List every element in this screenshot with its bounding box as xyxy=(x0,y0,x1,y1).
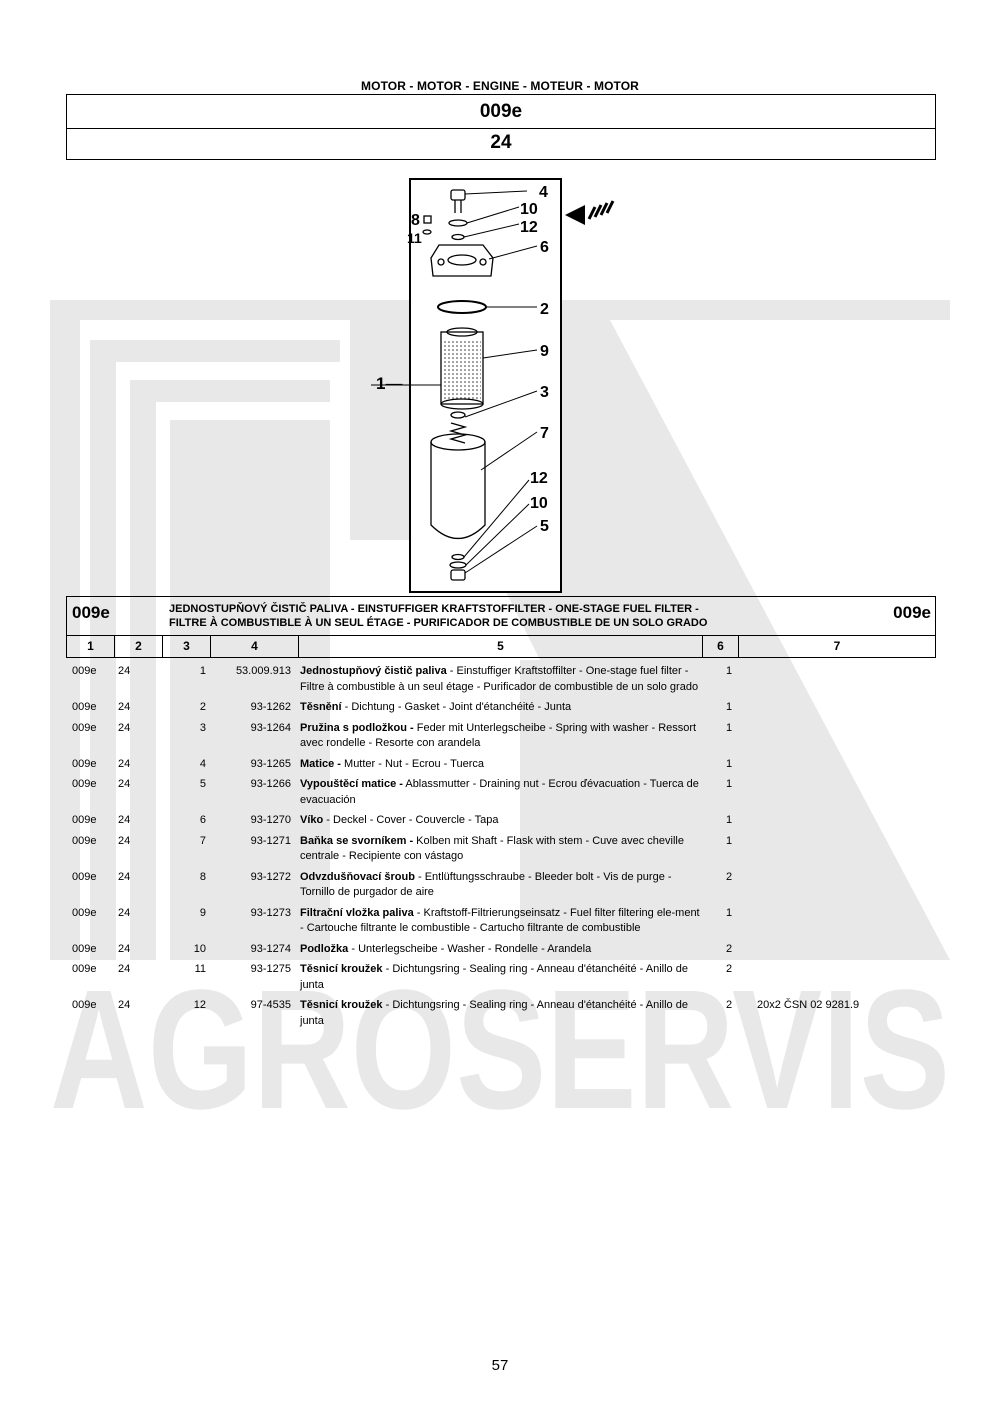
cell-quantity: 2 xyxy=(726,963,733,975)
cell-figure: 24 xyxy=(118,906,131,919)
cell-part-number: 93-1262 xyxy=(250,701,291,713)
part-name: Odvzdušňovací šroub xyxy=(300,870,415,883)
part-name: Těsnicí kroužek xyxy=(300,999,383,1011)
cell-quantity: 1 xyxy=(726,814,733,826)
callout-12: 12 xyxy=(520,219,538,236)
figure-number: 24 xyxy=(66,127,936,160)
part-translations: - Unterlegscheibe - Washer - Rondelle - Arandela xyxy=(348,942,592,955)
callout-8: 8 xyxy=(411,212,420,229)
cell-quantity: 1 xyxy=(726,701,733,713)
cell-figure: 24 xyxy=(118,814,131,826)
nut-part-4 xyxy=(451,190,465,200)
cell-figure: 24 xyxy=(118,942,131,955)
cell-part-number: 93-1270 xyxy=(250,814,291,826)
callout-10: 10 xyxy=(520,201,538,218)
cell-part-number: 97-4535 xyxy=(250,999,291,1011)
part-translations: Kolben mit Shaft - Flask with stem - Cuve avec cheville centrale - Recipiente con vástago xyxy=(300,834,684,862)
cell-description xyxy=(300,962,700,993)
cell-group: 009e xyxy=(72,942,97,955)
col-header-3: 3 xyxy=(163,636,211,658)
col-header-1: 1 xyxy=(67,636,115,658)
table-row xyxy=(66,906,934,937)
callout-5: 5 xyxy=(540,518,549,535)
cell-group: 009e xyxy=(72,906,97,919)
part-translations: - Entlüftungsschraube - Bleeder bolt - Vis de purge - Tornillo de purgador de aire xyxy=(300,870,672,898)
page-number: 57 xyxy=(491,1357,509,1374)
bowl-part-7 xyxy=(431,442,485,539)
part-name: Jednostupňový čistič paliva xyxy=(300,665,447,677)
cell-part-number: 93-1265 xyxy=(250,757,291,770)
table-code-left: 009e xyxy=(72,603,110,622)
cell-part-number: 93-1271 xyxy=(250,834,291,847)
cell-group: 009e xyxy=(72,814,97,826)
col-header-5: 5 xyxy=(299,636,703,658)
table-code-right: 009e xyxy=(893,603,931,622)
cell-quantity: 1 xyxy=(726,778,733,790)
ring-part-12 xyxy=(452,235,464,240)
cell-description xyxy=(300,906,700,937)
cell-quantity: 2 xyxy=(726,999,733,1011)
part-translations: - Dichtungsring - Sealing ring - Anneau d'étanchéité - Anillo de junta xyxy=(300,963,688,991)
cell-description xyxy=(300,700,700,716)
fuel-filter-drawing xyxy=(407,180,560,591)
col-header-7: 7 xyxy=(833,639,841,653)
part-name: Podložka xyxy=(300,942,349,955)
cell-group: 009e xyxy=(72,778,97,790)
table-row xyxy=(66,700,934,716)
parts-table-body xyxy=(66,664,934,1034)
parts-table-header xyxy=(66,596,936,658)
callout-10-bottom: 10 xyxy=(530,495,548,512)
cell-position: 3 xyxy=(199,721,206,734)
cell-note: 20x2 ČSN 02 9281.9 xyxy=(757,999,860,1011)
cell-figure: 24 xyxy=(118,721,131,734)
cell-quantity: 2 xyxy=(726,942,733,955)
cell-quantity: 2 xyxy=(726,870,733,883)
callout-3: 3 xyxy=(540,384,549,401)
cell-figure: 24 xyxy=(118,778,131,790)
cell-group: 009e xyxy=(72,870,97,883)
cell-figure: 24 xyxy=(118,999,131,1011)
callout-1: 1— xyxy=(376,374,403,393)
callout-11: 11 xyxy=(407,230,422,246)
callout-1-label: 1 xyxy=(376,374,386,393)
group-code: 009e xyxy=(66,94,936,129)
gasket-part-2 xyxy=(438,301,486,313)
callout-4: 4 xyxy=(539,184,548,201)
ring-part-11 xyxy=(423,230,431,234)
callout-9: 9 xyxy=(540,343,549,360)
part-translations: Feder mit Unterlegscheibe - Spring with washer - Ressort avec rondelle - Resorte con arandela xyxy=(300,721,697,749)
part-translations: Ablassmutter - Draining nut - Ecrou ďévacuation - Tuerca de evacuación xyxy=(300,778,699,806)
cell-part-number: 93-1264 xyxy=(250,721,291,734)
washer-part-10 xyxy=(449,220,467,226)
cell-part-number: 93-1272 xyxy=(250,870,291,883)
part-translations: Mutter - Nut - Ecrou - Tuerca xyxy=(340,757,485,770)
cell-figure: 24 xyxy=(118,701,131,713)
table-title xyxy=(169,602,707,630)
cell-figure: 24 xyxy=(118,963,131,975)
col-header-2: 2 xyxy=(115,636,163,658)
part-name: Těsnicí kroužek xyxy=(300,963,383,975)
part-translations: - Kraftstoff-Filtrierungseinsatz - Fuel filter filtering ele-ment - Cartouche filtrante le combustible - Cartucho filtrante de combustible xyxy=(300,906,700,934)
cell-position: 12 xyxy=(193,999,206,1011)
cell-group: 009e xyxy=(72,999,97,1011)
table-title-line-2: FILTRE À COMBUSTIBLE À UN SEUL ÉTAGE - PURIFICADOR DE COMBUSTIBLE DE UN SOLO GRADO xyxy=(169,617,708,629)
cell-position: 7 xyxy=(199,834,206,847)
cell-description xyxy=(300,870,700,901)
table-row xyxy=(66,870,934,901)
cell-figure: 24 xyxy=(118,834,131,847)
exploded-diagram xyxy=(409,178,562,593)
cell-position: 5 xyxy=(199,778,206,790)
part-name: Víko xyxy=(300,814,324,826)
direction-arrow-icon xyxy=(565,197,615,225)
part-translations: - Dichtungsring - Sealing ring - Anneau d'étanchéité - Anillo de junta xyxy=(300,999,688,1027)
cell-part-number: 93-1273 xyxy=(250,906,291,919)
part-name: Matice - xyxy=(300,757,341,770)
cell-figure: 24 xyxy=(118,757,131,770)
cell-position: 2 xyxy=(199,701,206,713)
cell-description xyxy=(300,757,700,773)
cell-figure: 24 xyxy=(118,665,131,677)
cell-group: 009e xyxy=(72,757,97,770)
cell-description xyxy=(300,834,700,865)
part-name: Těsnění xyxy=(300,701,342,713)
cell-position: 9 xyxy=(199,906,206,919)
table-title-line-1: JEDNOSTUPŇOVÝ ČISTIČ PALIVA - EINSTUFFIGER KRAFTSTOFFILTER - ONE-STAGE FUEL FILTER - xyxy=(169,603,699,615)
part-translations: - Einstuffiger Kraftstoffilter - One-stage fuel filter - Filtre à combustible à un seul étage - Purificador de combustible de un solo grado xyxy=(300,665,699,693)
cell-position: 1 xyxy=(199,665,206,677)
cell-description xyxy=(300,721,700,752)
table-row xyxy=(66,813,934,829)
cell-part-number: 93-1274 xyxy=(250,942,291,955)
callout-12-bottom: 12 xyxy=(530,470,548,487)
cell-description xyxy=(300,813,700,829)
col-header-4: 4 xyxy=(211,636,299,658)
cell-description xyxy=(300,998,700,1029)
table-row xyxy=(66,834,934,865)
cover-part-6 xyxy=(431,245,493,276)
part-name: Baňka se svorníkem - xyxy=(300,834,414,847)
part-translations: - Dichtung - Gasket - Joint d'étanchéité - Junta xyxy=(341,701,572,713)
part-name: Vypouštěcí matice - xyxy=(300,778,403,790)
cell-quantity: 1 xyxy=(726,834,733,847)
part-name: Pružina s podložkou - xyxy=(300,721,414,734)
part-name: Filtrační vložka paliva xyxy=(300,906,414,919)
table-row xyxy=(66,664,934,695)
column-headers xyxy=(67,635,935,658)
cell-group: 009e xyxy=(72,665,97,677)
table-row xyxy=(66,942,934,958)
table-row xyxy=(66,998,934,1029)
callout-7: 7 xyxy=(540,425,549,442)
cell-quantity: 1 xyxy=(726,665,733,677)
cell-group: 009e xyxy=(72,721,97,734)
table-row xyxy=(66,777,934,808)
cell-quantity: 1 xyxy=(726,906,733,919)
table-row xyxy=(66,757,934,773)
cell-description xyxy=(300,942,700,958)
cell-position: 6 xyxy=(199,814,206,826)
table-row xyxy=(66,962,934,993)
cell-group: 009e xyxy=(72,834,97,847)
bleeder-part-8 xyxy=(424,216,431,223)
spring-part-3 xyxy=(451,423,465,443)
cell-quantity: 1 xyxy=(726,721,733,734)
cell-group: 009e xyxy=(72,963,97,975)
cell-quantity: 1 xyxy=(726,757,733,770)
table-row xyxy=(66,721,934,752)
col-header-6: 6 xyxy=(703,636,739,658)
cell-position: 4 xyxy=(199,757,206,770)
part-translations: - Deckel - Cover - Couvercle - Tapa xyxy=(323,814,499,826)
cell-position: 8 xyxy=(199,870,206,883)
callout-2: 2 xyxy=(540,301,549,318)
cell-position: 10 xyxy=(193,942,206,955)
cell-description xyxy=(300,664,700,695)
cell-description xyxy=(300,777,700,808)
drain-nut-part-5 xyxy=(451,570,465,580)
watermark-text: AGROSERVIS xyxy=(50,955,950,1145)
cell-part-number: 53.009.913 xyxy=(235,665,291,677)
cell-part-number: 93-1275 xyxy=(250,963,291,975)
cell-part-number: 93-1266 xyxy=(250,778,291,790)
cell-figure: 24 xyxy=(118,870,131,883)
cell-group: 009e xyxy=(72,701,97,713)
cell-position: 11 xyxy=(194,963,206,975)
callout-6: 6 xyxy=(540,239,549,256)
section-title: MOTOR - MOTOR - ENGINE - MOTEUR - MOTOR xyxy=(361,79,639,93)
